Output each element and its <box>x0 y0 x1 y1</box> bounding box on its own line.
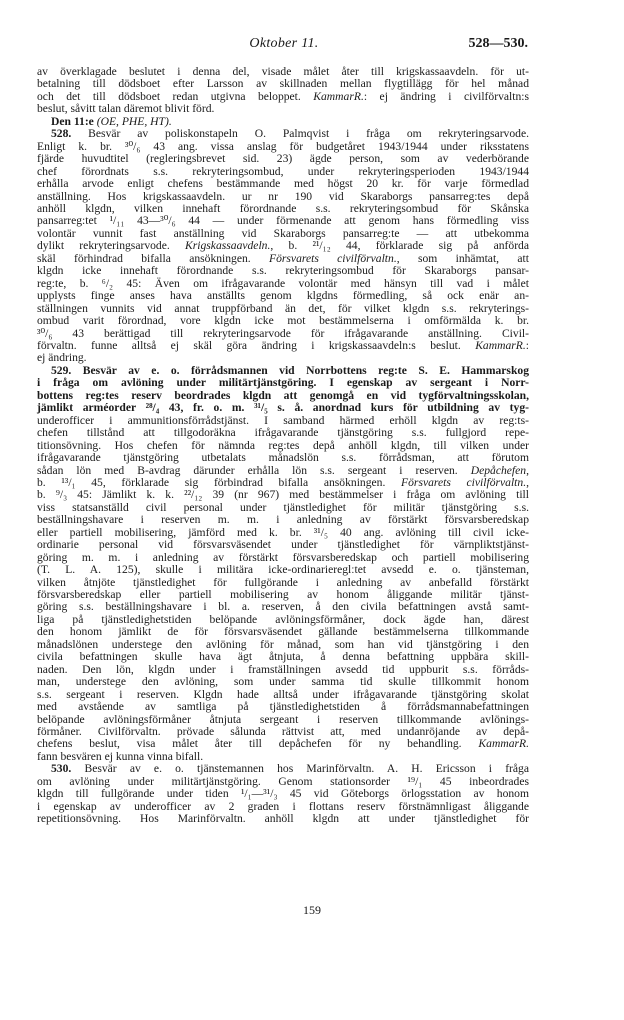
case-number: 530. <box>51 762 72 776</box>
text-line: fjärde huvudtitel (regleringsbrevet sid. 23) ägde person, som av vederbörande <box>37 152 529 166</box>
text-line: betalning till dödsboet efter Larsson av skillnaden mellan flygtillägg för hel månad <box>37 77 529 91</box>
text-line: ³⁰/₆ 43 berättigad till rekryteringsarvode för ifrågavarande anställning. Civil- <box>37 326 529 340</box>
text-line: göring m. m. i anledning av förstärkt försvarsberedskap och partiell mobilisering <box>37 550 529 564</box>
text-line: klgdn till fullgörande under tiden ¹/₁—³¹/₃ 45 vid Göteborgs örlogsstation av honom <box>37 787 529 801</box>
text-line: i egenskap av underofficer av 2 graden i flottans reserv förstnämnligast åliggande <box>37 799 529 813</box>
text-line: i fråga om avlöning under militärtjänstgöring. I egenskap av sergeant i Norr- <box>37 376 529 390</box>
text-line: av överklagade beslutet i denna del, visade målet åter till krigskassaavdeln. för ut- <box>37 65 529 78</box>
text-line: erhålla arvode enligt chefens bestämmande med högst 20 kr. för varje förmedlad <box>37 177 529 191</box>
text-line: upplysts finge anses hava anställts genom klgdns förmedling, så ock enär an- <box>37 289 529 303</box>
text-line: 530. Besvär av e. o. tjänstemannen hos Marinförvaltn. A. H. Ericsson i fråga <box>51 762 529 776</box>
text-line: vilken åtnjöte tjänstledighet för fullgörande i anledning av anbefalld förstärkt <box>37 575 529 589</box>
text-line: fann besvären ej kunna vinna bifall. <box>37 749 204 763</box>
text-line: ställningen vunnits vid annat truppförband än det, för vilket klgdn s.s. rekryterings- <box>37 301 529 315</box>
page-number: 159 <box>303 903 321 917</box>
text-line: anställning. Hos krigskassaavdeln. ur nr 190 vid Skaraborgs pansarreg:tes depå <box>37 189 529 203</box>
case-number: 529. <box>51 363 72 377</box>
text-line: chefen tillstånd att tillgodoräkna ifrågavarande tjänstgöring s.s. fullgjord repe- <box>37 426 529 440</box>
body-text <box>37 66 529 826</box>
text-line: volontär vunnit fast anställning vid Skaraborgs pansarreg:te — att utbekomma <box>37 226 529 240</box>
text-line: Enligt k. br. ³⁰/₆ 43 ang. vissa anslag för budgetåret 1943/1944 under riksstatens <box>37 139 529 153</box>
text-line: beslut, såvitt talan däremot blivit förd. <box>37 102 215 116</box>
running-head <box>40 36 528 56</box>
text-line: förvaltn. funne alltså ej skäl göra ändring i krigskassaavdeln:s beslut. KammarR.: <box>37 338 529 352</box>
text-line: reg:te, b. ⁶/₂ 45: Även om ifrågavarande volontär med hänsyn till vad i målet <box>37 276 529 290</box>
text-line: chefens beslut, visa målet åter till depåchefen för ny behandling. KammarR. <box>37 737 529 751</box>
text-line: chef förordnats s.s. rekryteringsombud, under rekryteringsperioden 1943/1944 <box>37 164 529 178</box>
text-line: ifrågavarande tjänstgöring utbetalats månadslön s.s. förrådsman, att förutom <box>37 451 529 465</box>
text-line: jämlikt arméorder ²⁸/₄ 43, fr. o. m. ³¹/₅ s. å. anordnad kurs för utbildning av tyg- <box>37 401 529 415</box>
text-line: ombud varit förordnad, vore klgdn icke mot bestämmelserna i omförmälda k. br. <box>37 314 529 328</box>
text-line: belöpande avlöningsförmåner åtnjuta sergeant i reserven tillkommande avlönings- <box>37 712 529 726</box>
case-530 <box>37 763 529 825</box>
running-title: Oktober 11. <box>249 36 319 51</box>
case-number: 528. <box>51 127 72 141</box>
text-line: om avlöning under militärtjänstgöring. Genom stationsorder ¹⁹/₁ 45 inbeordrades <box>37 774 529 788</box>
text-line: beställningshavare i reserven m. m. i anledning av förstärkt försvarsberedskap <box>37 513 529 527</box>
text-line: b. ⁹/₃ 45: Jämlikt k. k. ²²/₁₂ 39 (nr 967) med bestämmelser i fråga om avlöning till <box>37 488 529 502</box>
case-528 <box>37 128 529 365</box>
text-line: anhöll klgdn, vilken innehaft förordnande s.s. rekryteringsombud för Skånska <box>37 201 529 215</box>
text-line: titionsövning. Hos chefen för nämnda reg:tes depå anhöll klgdn, till vilken under <box>37 438 529 452</box>
text-line: civila befattningen skulle hava ägt åtnjuta, å denna befattning uppbära skill- <box>37 650 529 664</box>
court-name: KammarR. <box>313 89 364 103</box>
text-line: sådan lön med B-avdrag därunder erhålla lön s.s. sergeant i reserven. Depåchefen, <box>37 463 530 477</box>
text-line: underofficer i ammunitionsförrådstjänst. I samband härmed erhöll klgdn av reg:ts- <box>37 413 529 427</box>
text-line: 529. Besvär av e. o. förrådsmannen vid Norrbottens reg:te S. E. Hammarskog <box>51 363 529 377</box>
text-line: klgdn icke innehaft förordnande s.s. rekryteringsombud för Skaraborgs pansar- <box>37 264 529 278</box>
text-line: liga på tjänstledighetstiden belöpande avlöningsförmåner, dock ägde han, därest <box>37 612 529 626</box>
text-line: 528. Besvär av poliskonstapeln O. Palmqvist i fråga om rekryteringsarvode. <box>51 127 529 141</box>
text-line: dylikt rekryteringsarvode. Krigskassaavdeln., b. ²¹/₁₂ 44, förklarade sig på anförda <box>37 239 529 253</box>
text-line: bottens reg:tes reserv beordrades klgdn att genomgå en vid tygförvaltningsskolan, <box>37 388 529 402</box>
text-line: med avstående av samtliga på tjänstledighetstiden å förrådsmannabefattningen <box>37 700 529 714</box>
case-number-range: 528—530. <box>468 36 528 51</box>
judges: (OE, PHE, HT). <box>96 114 172 128</box>
text-line: skäl förhindrad bifalla ansökningen. Försvarets civilförvaltn., som inhämtat, att <box>37 251 529 265</box>
text-line: naden. Den lön, klgdn under i framställningen avsedd tid uppburit s.s. förråds- <box>37 662 529 676</box>
text-line: man, understege den avlöning, som under samma tid skulle tillkommit honom <box>37 675 529 689</box>
text-line: s.s. sergeant i reserven. Klgdn hade alltså under ifrågavarande tjänstgöring skolat <box>37 687 529 701</box>
text-line: b. ¹³/₁ 45, förklarade sig förbindrad bifalla ansökningen. Försvarets civilförvaltn., <box>37 475 529 489</box>
text-line: göring s.s. beställningshavare i bl. a. reserven, å den civila befattningen avstå samt- <box>37 600 529 614</box>
date-heading: Den 11:e (OE, PHE, HT). <box>51 114 172 128</box>
text-line: förmåner. Civilförvaltn. prövade sålunda rättvist att, med undanröjande av depå- <box>37 725 529 739</box>
text-line: försvarsberedskap eller partiell mobilisering av honom åliggande militär tjänst- <box>37 588 529 602</box>
text-line: eller partiell mobilisering, jämförd med k. br. ³¹/₅ 40 ang. avlöning till civil icke- <box>37 525 529 539</box>
paragraph-527-tail <box>37 66 529 116</box>
case-529 <box>37 365 529 764</box>
text-line: (T. L. A. 125), skulle i militära icke-ordinariereglːtet avsedd e. o. tjänsteman, <box>37 563 529 577</box>
text-line: den honom jämlikt de för försvarsväsendet gällande bestämmelserna tillkommande <box>37 625 529 639</box>
text-line: pansarreg:tet ¹/₁₁ 43—³⁰/₆ 44 — under förmenande att genom hans förmedling viss <box>37 214 529 228</box>
text-line: repetitionsövning. Hos Marinförvaltn. anhöll klgdn att under tjänstledighet för <box>37 812 529 826</box>
text-line: viss statsanställd civil personal under tjänstledighet för militär tjänstgöring s.s. <box>37 500 529 514</box>
text-line: månadslönen understege den avlöning för månad, som han vid tjänstgöring i den <box>37 637 529 651</box>
text-line: ej ändring. <box>37 351 87 365</box>
text-line: och det till dödsboet redan utgivna beloppet. KammarR.: ej ändring i civilförvaltn:s <box>37 89 529 103</box>
text-line: ordinarie personal vid försvarsväsendet under tjänstledighet för värnpliktstjänst- <box>37 538 529 552</box>
